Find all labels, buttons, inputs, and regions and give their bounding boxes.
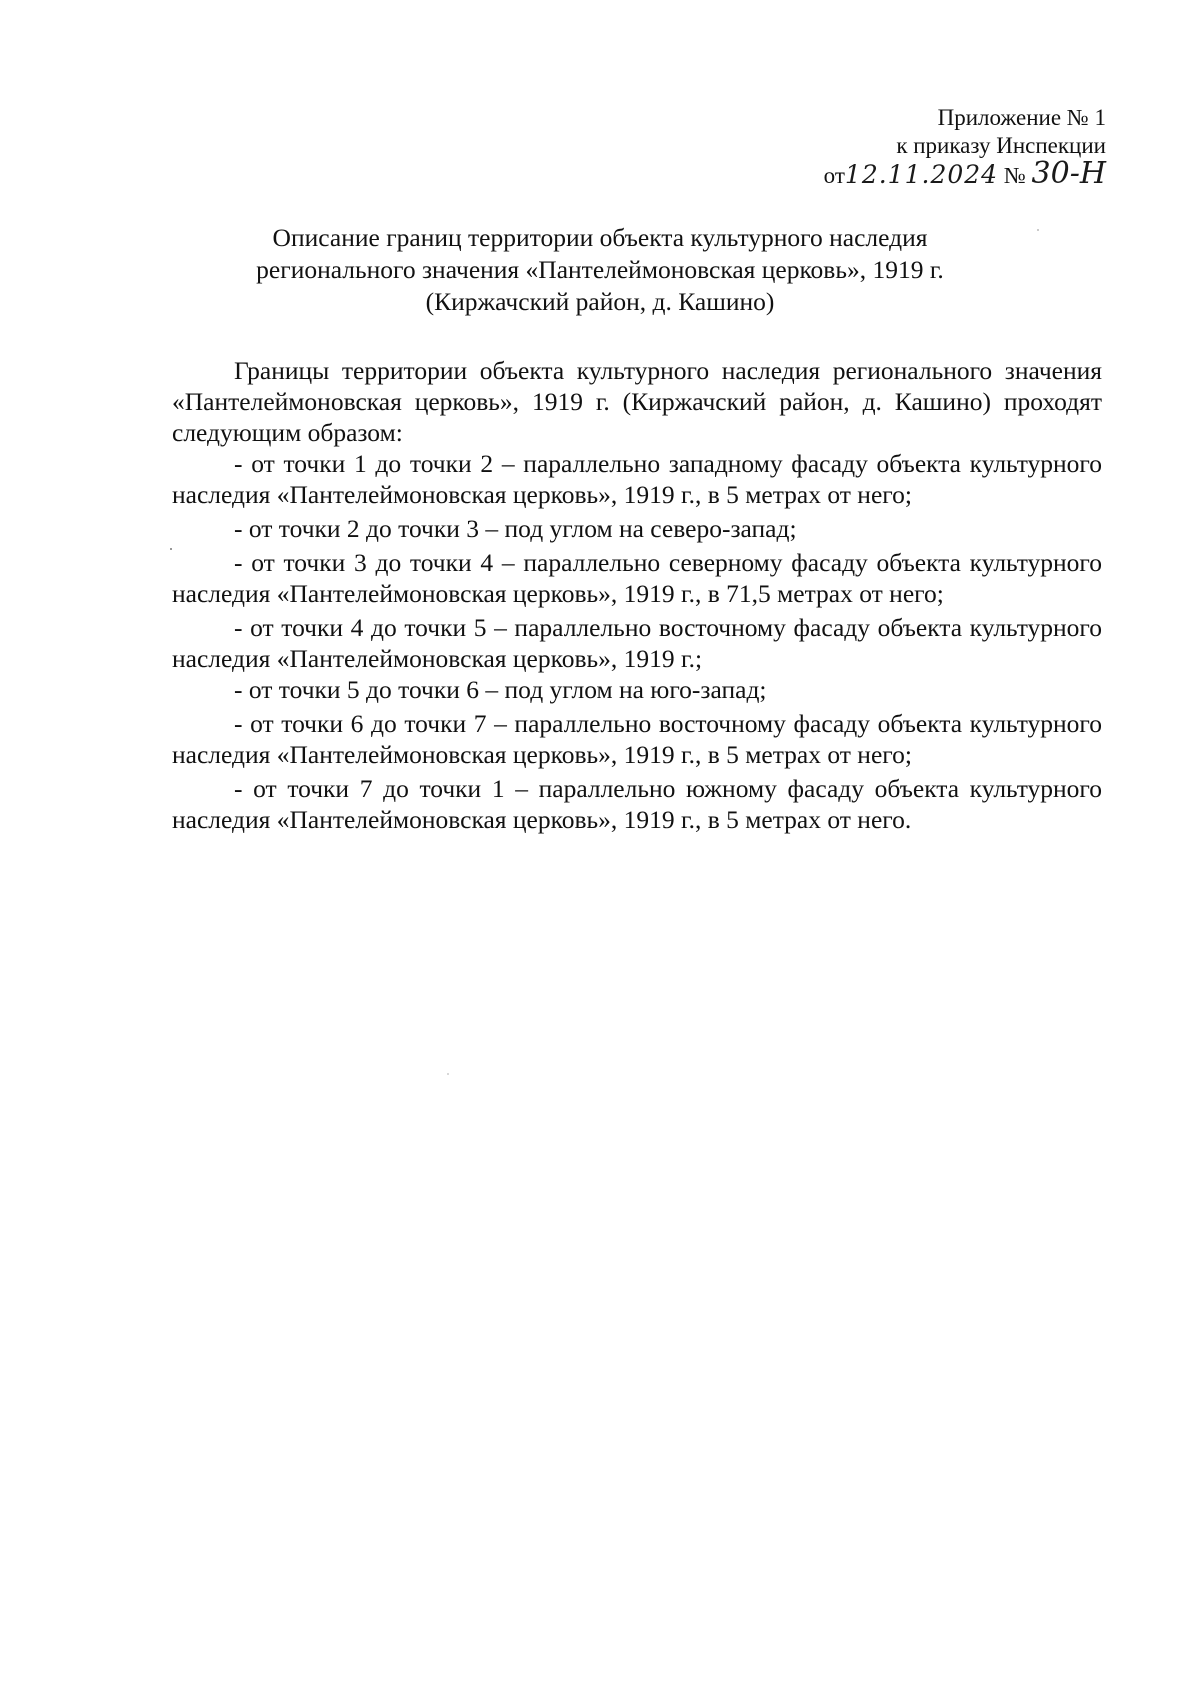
document-title <box>160 222 1040 318</box>
boundary-segment-7-1: - от точки 7 до точки 1 – параллельно южному фасаду объекта культурного наследия «Пантелеймоновская церковь», 1919 г., в 5 метрах от него. <box>172 774 1102 834</box>
title-line-3: (Киржачский район, д. Кашино) <box>425 287 775 316</box>
scan-speck <box>1037 229 1039 231</box>
handwritten-order-number: 30-Н <box>1031 156 1106 191</box>
title-line-2: регионального значения «Пантелеймоновская церковь», 1919 г. <box>256 255 944 284</box>
appendix-header <box>824 104 1106 190</box>
boundary-segment-1-2: - от точки 1 до точки 2 – параллельно западному фасаду объекта культурного наследия «Пантелеймоновская церковь», 1919 г., в 5 метрах от него; <box>172 449 1102 509</box>
number-label: № <box>1003 163 1026 188</box>
boundary-segment-3-4: - от точки 3 до точки 4 – параллельно северному фасаду объекта культурного наследия «Пантелеймоновская церковь», 1919 г., в 71,5 метрах от него; <box>172 548 1102 608</box>
scan-speck <box>447 1073 449 1075</box>
scan-speck <box>170 548 172 550</box>
boundary-segment-5-6: - от точки 5 до точки 6 – под углом на юго-запад; <box>234 675 767 704</box>
boundary-segment-4-5: - от точки 4 до точки 5 – параллельно восточному фасаду объекта культурного наследия «Пантелеймоновская церковь», 1919 г.; <box>172 613 1102 673</box>
appendix-label: Приложение № 1 <box>937 105 1106 130</box>
date-prefix: от <box>823 163 845 188</box>
intro-paragraph: Границы территории объекта культурного наследия регионального значения «Пантелеймоновская церковь», 1919 г. (Киржачский район, д. Кашино) проходят следующим образом: <box>172 356 1102 447</box>
appendix-date-number <box>823 156 1106 191</box>
title-line-1: Описание границ территории объекта культурного наследия <box>272 223 928 252</box>
appendix-order-reference: к приказу Инспекции <box>896 133 1106 158</box>
boundary-segment-6-7: - от точки 6 до точки 7 – параллельно восточному фасаду объекта культурного наследия «Пантелеймоновская церковь», 1919 г., в 5 метрах от него; <box>172 709 1102 769</box>
boundary-segment-2-3: - от точки 2 до точки 3 – под углом на северо-запад; <box>234 514 797 543</box>
handwritten-date: 12.11.2024 <box>844 160 999 189</box>
document-body <box>172 355 1102 835</box>
